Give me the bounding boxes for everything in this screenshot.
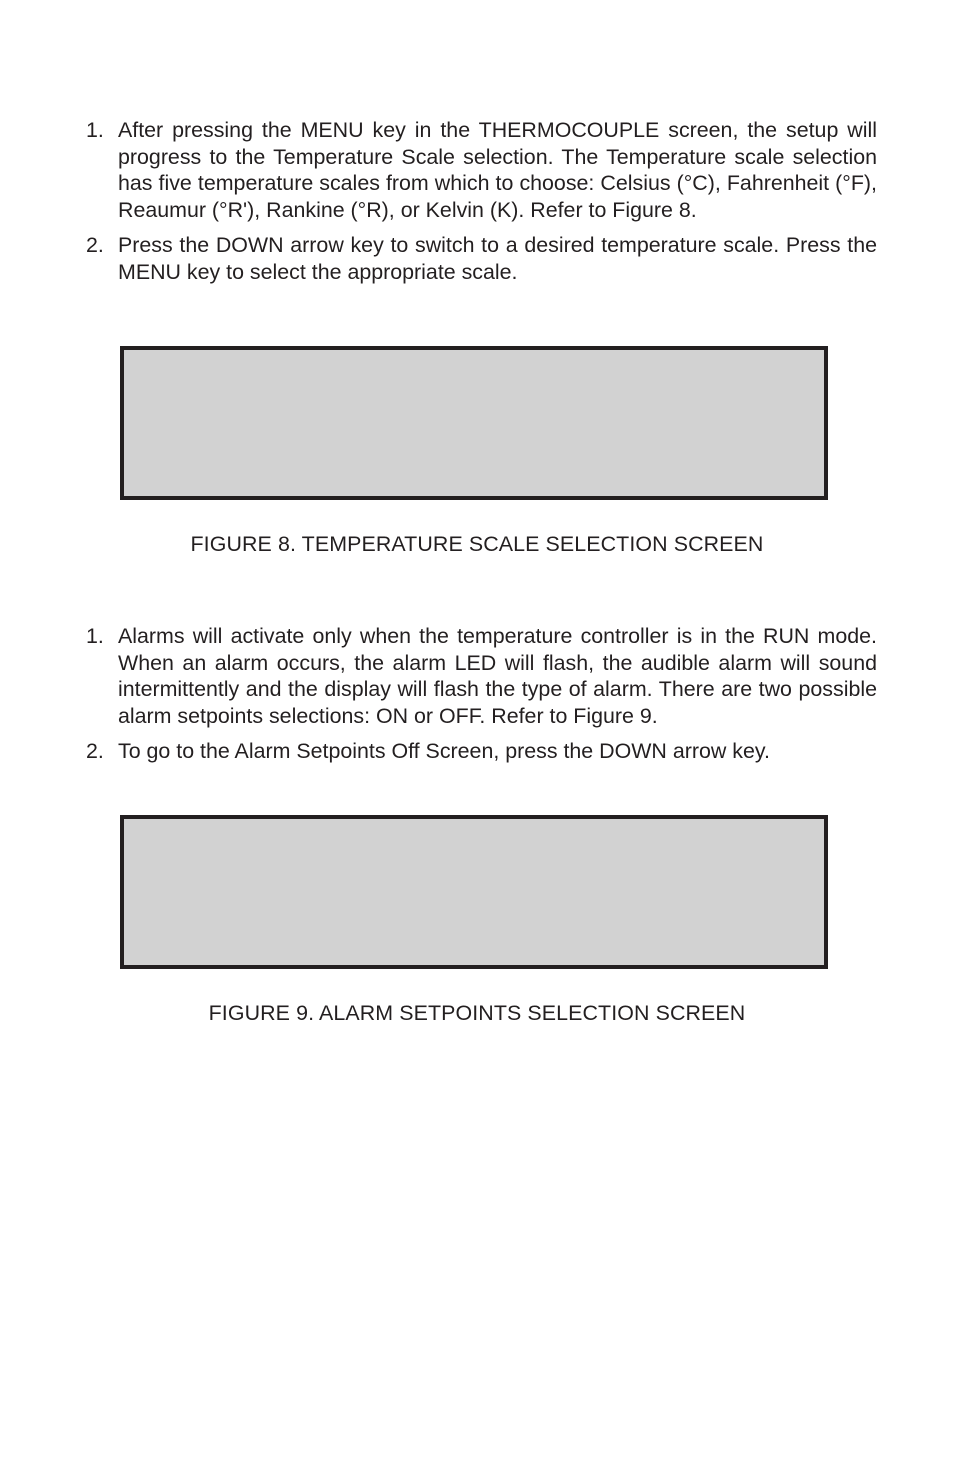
step-text: To go to the Alarm Setpoints Off Screen, press the DOWN arrow key. xyxy=(118,739,770,763)
alarm-setpoints-steps xyxy=(86,623,877,765)
step-text: Press the DOWN arrow key to switch to a desired temperature scale. Press the MENU key to select the appropriate scale. xyxy=(118,233,877,284)
temperature-scale-steps xyxy=(86,117,877,285)
step-number: 2. xyxy=(86,233,104,257)
temperature-scale-lcd-display xyxy=(120,346,828,500)
step-number: 1. xyxy=(86,624,104,648)
step-number: 1. xyxy=(86,118,104,142)
figure-8-caption: FIGURE 8. TEMPERATURE SCALE SELECTION SCREEN xyxy=(190,532,764,556)
alarm-setpoints-lcd-display xyxy=(120,815,828,969)
step-text: Alarms will activate only when the temperature controller is in the RUN mode. When an alarm occurs, the alarm LED will flash, the audible alarm will sound intermittently and the display will flash the type of alarm. There are two possible alarm setpoints selections: ON or OFF. Refer to Figure 9. xyxy=(118,624,877,728)
list-item xyxy=(86,232,877,285)
list-item xyxy=(86,117,877,223)
list-item xyxy=(86,623,877,729)
step-number: 2. xyxy=(86,739,104,763)
list-item xyxy=(86,738,877,765)
figure-9-caption: FIGURE 9. ALARM SETPOINTS SELECTION SCREEN xyxy=(208,1001,746,1025)
step-text: After pressing the MENU key in the THERMOCOUPLE screen, the setup will progress to the Temperature Scale selection. The Temperature scale selection has five temperature scales from which to choose: Celsius (°C), Fahrenheit (°F), Reaumur (°R'), Rankine (°R), or Kelvin (K). Refer to Figure 8. xyxy=(118,118,877,222)
